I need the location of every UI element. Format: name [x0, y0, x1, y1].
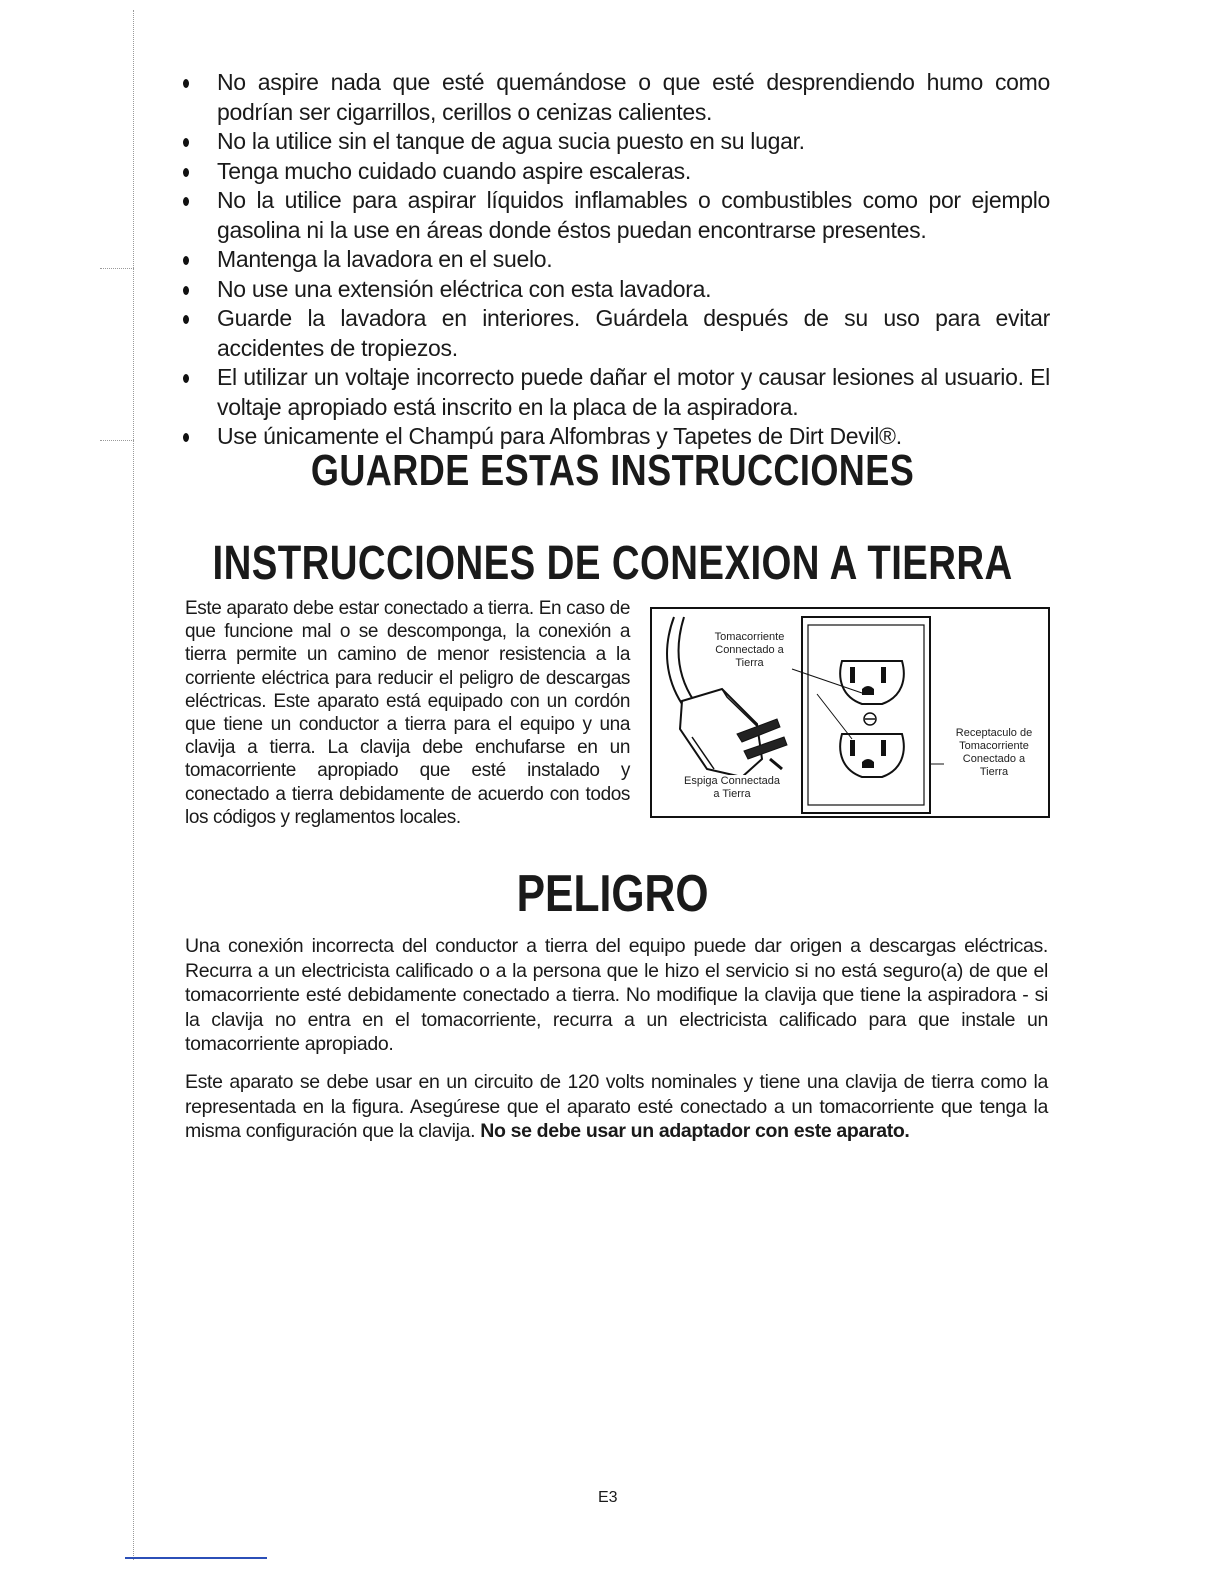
bullet-icon [183, 138, 189, 147]
danger-paragraph: Una conexión incorrecta del conductor a tierra del equipo puede dar origen a descargas eléctricas. Recurra a un electricista calificado o a la persona que le hizo el servicio si no está seguro(a) de que el tomacorriente esté debidamente conectado a tierra. No modifique la clavija que tiene la aspiradora - si la clavija no entra en el tomacorriente, recurra a un electricista calificado para que instale un tomacorriente apropiado. [185, 935, 1048, 1055]
page-number: E3 [598, 1489, 618, 1506]
voltage-paragraph: Este aparato se debe usar en un circuito de 120 volts nominales y tiene una clavija de tierra como la representada en la figura. Asegúrese que el aparato esté conectado a un tomacorriente que tenga la misma configuración que la clavija. No se debe usar un adaptador con este aparato. [185, 1071, 1048, 1142]
safety-bullet-list [180, 68, 1050, 452]
bullet-icon [183, 197, 189, 206]
binding-tick [100, 440, 134, 441]
grounding-paragraph: Este aparato debe estar conectado a tierra. En caso de que funcione mal o se descomponga, la conexión a tierra permite un camino de menor resistencia a la corriente eléctrica para reducir el peligro de descargas eléctricas. Este aparato está equipado con un cordón que tiene un conductor a tierra para el equipo y una clavija a tierra. La clavija debe enchufarse en un tomacorriente apropiado que esté instalado y conectado a tierra debidamente de acuerdo con todos los códigos y reglamentos locales. [185, 598, 630, 828]
receptacle-label: Receptaculo de Tomacorriente Conectado a Tierra [955, 727, 1033, 778]
bullet-icon [183, 374, 189, 383]
safety-bullet: El utilizar un voltaje incorrecto puede dañar el motor y causar lesiones al usuario. El voltaje apropiado está inscrito en la placa de la aspiradora. [180, 363, 1050, 422]
bullet-icon [183, 315, 189, 324]
safety-bullet: No la utilice para aspirar líquidos inflamables o combustibles como por ejemplo gasolina ni la use en áreas donde éstos puedan encontrarse presentes. [180, 186, 1050, 245]
safety-bullet: Mantenga la lavadora en el suelo. [180, 245, 1050, 275]
grounding-heading: INSTRUCCIONES DE CONEXION A TIERRA [212, 537, 1013, 590]
safety-bullet: Use únicamente el Champú para Alfombras y Tapetes de Dirt Devil®. [180, 422, 1050, 452]
bullet-icon [183, 256, 189, 265]
safety-bullet: No use una extensión eléctrica con esta lavadora. [180, 275, 1050, 305]
safety-bullet: Tenga mucho cuidado cuando aspire escaleras. [180, 157, 1050, 187]
outlet-label: Tomacorriente Connectado a Tierra [714, 631, 785, 669]
bullet-icon [183, 79, 189, 88]
danger-heading: PELIGRO [516, 865, 709, 923]
binding-tick [100, 268, 134, 269]
bottom-rule [125, 1557, 267, 1559]
safety-bullet: No la utilice sin el tanque de agua sucia puesto en su lugar. [180, 127, 1050, 157]
bullet-icon [183, 433, 189, 442]
safety-bullet: No aspire nada que esté quemándose o que esté desprendiendo humo como podrían ser cigarrillos, cerillos o cenizas calientes. [180, 68, 1050, 127]
adapter-warning: No se debe usar un adaptador con este aparato. [480, 1120, 910, 1142]
save-instructions-heading: GUARDE ESTAS INSTRUCCIONES [310, 446, 915, 495]
binding-edge [133, 10, 134, 1560]
grounding-pin-label: Espiga Connectada a Tierra [672, 775, 792, 801]
safety-bullet: Guarde la lavadora en interiores. Guárdela después de su uso para evitar accidentes de tropiezos. [180, 304, 1050, 363]
bullet-icon [183, 168, 189, 177]
grounding-diagram [650, 607, 1050, 818]
bullet-icon [183, 286, 189, 295]
